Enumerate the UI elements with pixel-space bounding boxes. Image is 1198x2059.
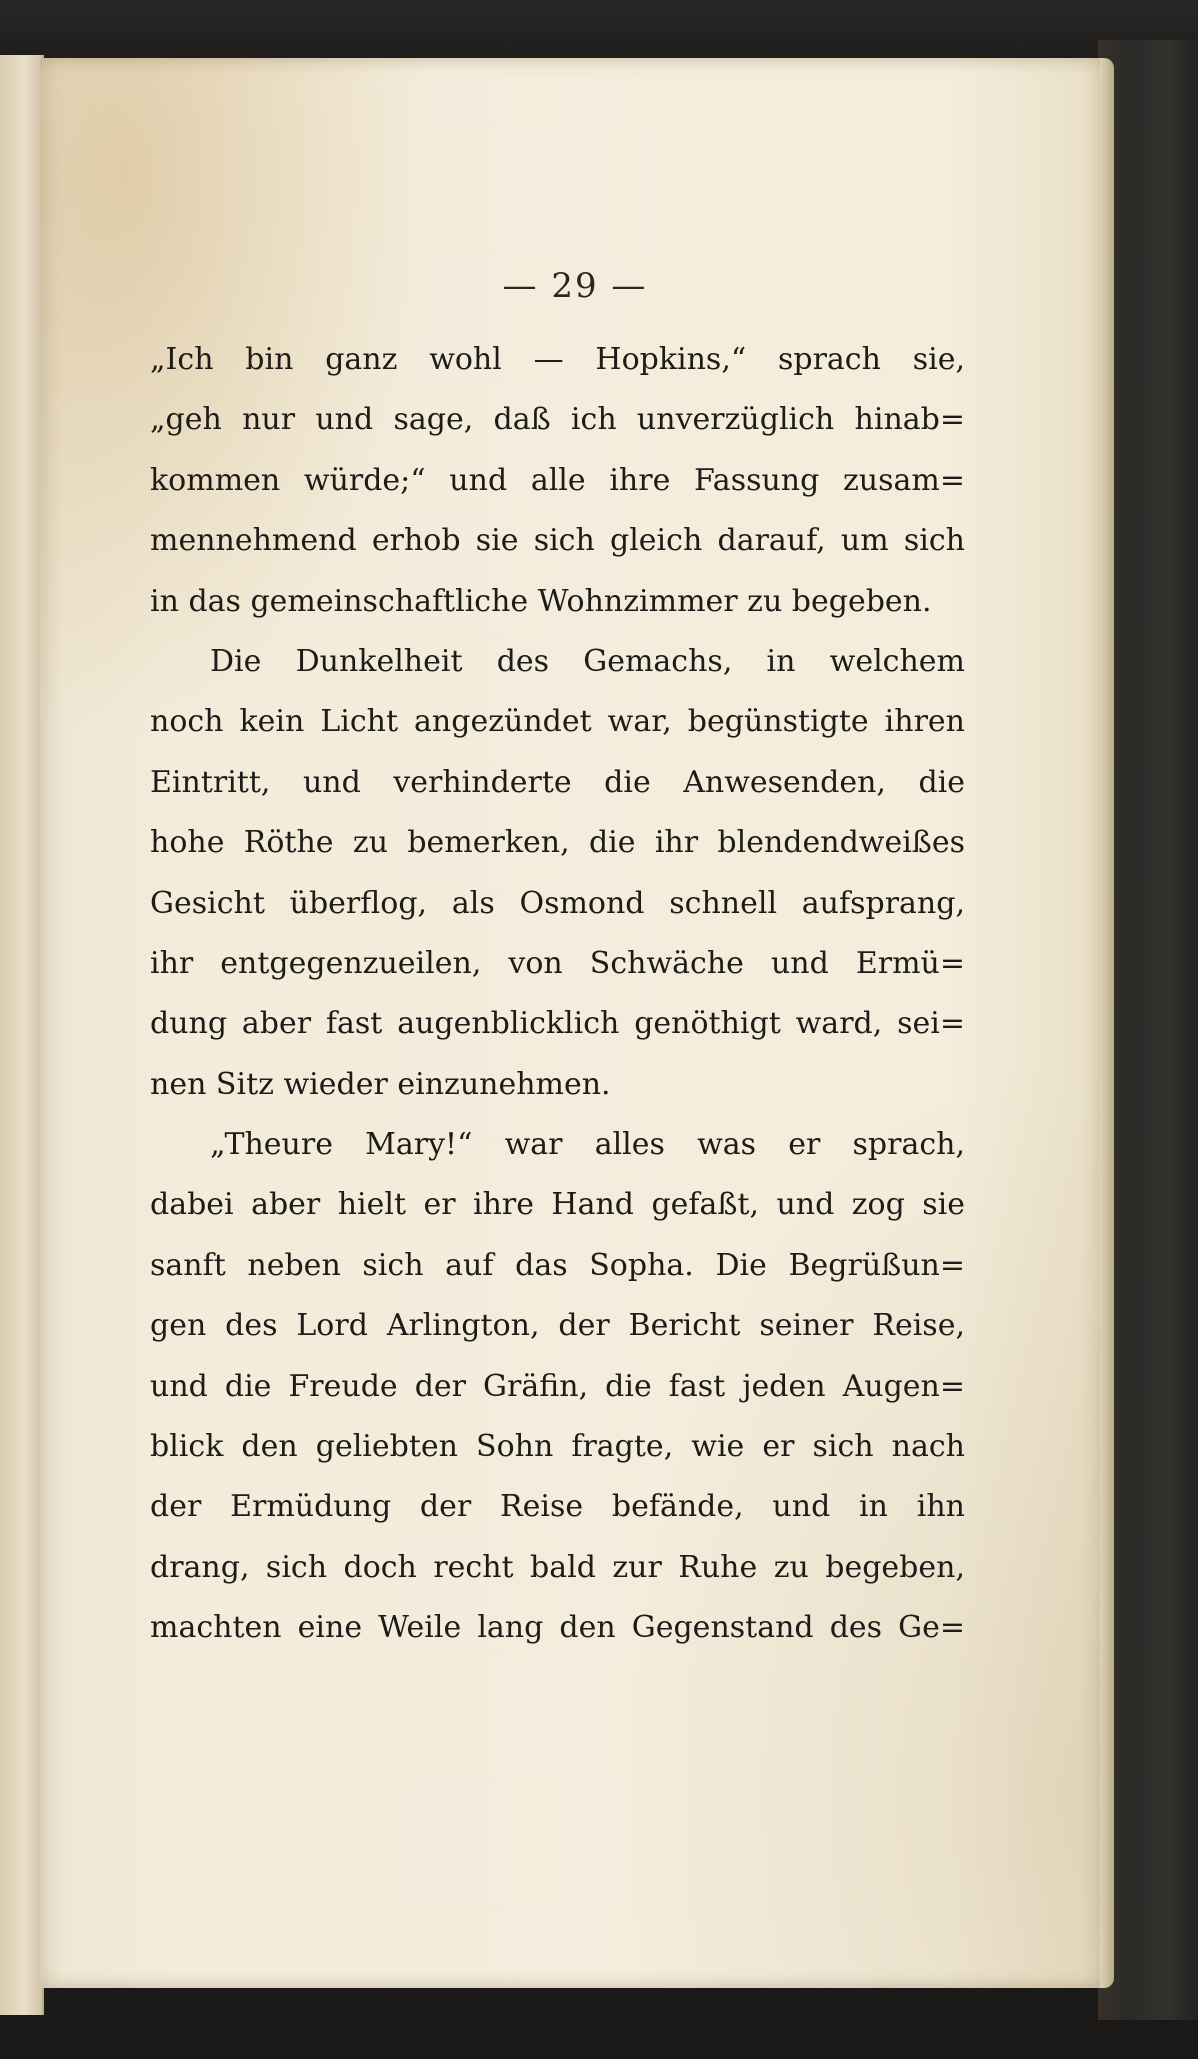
text-line: mennehmend erhob sie sich gleich darauf, um sich <box>150 523 965 559</box>
text-line: Gesicht überflog, als Osmond schnell aufsprang, <box>150 885 965 921</box>
body-text <box>150 330 965 1659</box>
text-line: „Theure Mary!“ war alles was er sprach, <box>210 1127 965 1163</box>
text-line: dabei aber hielt er ihre Hand gefaßt, und zog sie <box>150 1187 965 1223</box>
text-line: kommen würde;“ und alle ihre Fassung zusam= <box>150 462 965 498</box>
book-page <box>40 58 1110 1988</box>
text-line: gen des Lord Arlington, der Bericht seiner Reise, <box>150 1308 965 1344</box>
book-cover-top <box>0 0 1198 60</box>
text-line: der Ermüdung der Reise befände, und in ihn <box>150 1489 965 1525</box>
text-line: sanft neben sich auf das Sopha. Die Begrüßun= <box>150 1247 965 1283</box>
text-line: Eintritt, und verhinderte die Anwesenden, die <box>150 764 965 800</box>
page-number: — 29 — <box>502 266 648 306</box>
text-line: nen Sitz wieder einzunehmen. <box>150 1066 611 1102</box>
text-line: dung aber fast augenblicklich genöthigt ward, sei= <box>150 1006 965 1042</box>
page-edge <box>1100 58 1114 1988</box>
text-line: drang, sich doch recht bald zur Ruhe zu begeben, <box>150 1549 965 1585</box>
text-line: blick den geliebten Sohn fragte, wie er sich nach <box>150 1429 965 1465</box>
text-line: noch kein Licht angezündet war, begünstigte ihren <box>150 704 965 740</box>
text-line: machten eine Weile lang den Gegenstand des Ge= <box>150 1610 965 1646</box>
facing-page-edge <box>0 55 44 2015</box>
text-line: „Ich bin ganz wohl — Hopkins,“ sprach sie, <box>150 342 965 377</box>
text-line: ihr entgegenzueilen, von Schwäche und Ermü= <box>150 945 965 981</box>
text-line: hohe Röthe zu bemerken, die ihr blendendweißes <box>150 825 965 861</box>
text-line: „geh nur und sage, daß ich unverzüglich hinab= <box>150 402 965 438</box>
text-line: Die Dunkelheit des Gemachs, in welchem <box>210 643 965 679</box>
text-line: und die Freude der Gräfin, die fast jeden Augen= <box>150 1368 965 1404</box>
text-line: in das gemeinschaftliche Wohnzimmer zu begeben. <box>150 583 932 619</box>
